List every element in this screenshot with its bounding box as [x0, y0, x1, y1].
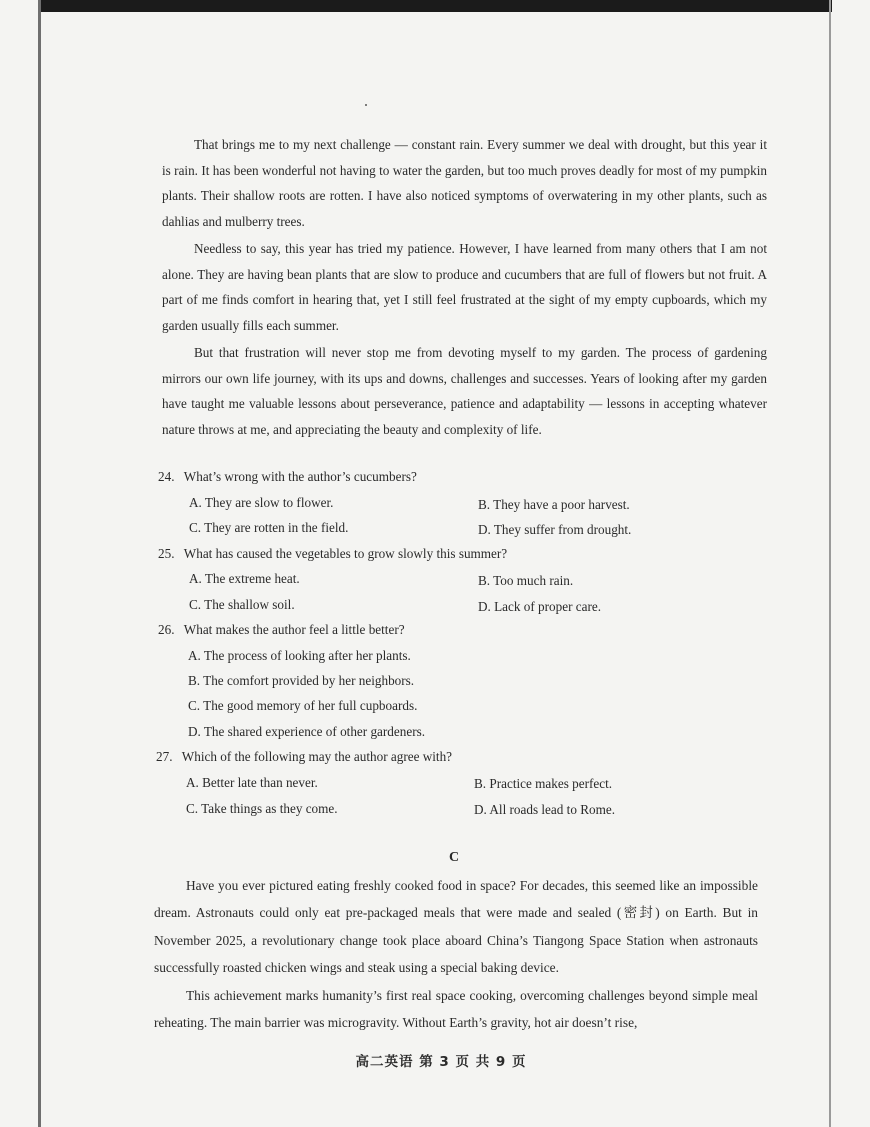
option-26d: D. The shared experience of other gardeners. — [188, 724, 426, 739]
passage-b-paragraph-1: That brings me to my next challenge — constant rain. Every summer we deal with drought, but this year it is rain. It has been wonderful not having to water the garden, but too much proves deadly for most of my pumpkin plants. Their shallow roots are rotten. I have also noticed symptoms of overwatering in my other plants, such as dahlias and mulberry trees. — [162, 137, 767, 230]
question-number: 24. — [158, 469, 175, 484]
option-24d: D. They suffer from drought. — [478, 522, 632, 537]
scan-top-edge — [38, 0, 832, 12]
passage-c-paragraph-1: Have you ever pictured eating freshly cooked food in space? For decades, this seemed like an impossible dream. Astronauts could only eat pre-packaged meals that were made and sealed (密封) on Earth. But in November 2025, a revolutionary change took place aboard China’s Tiangong Space Station when astronauts successfully roasted chicken wings and steak using a special baking device. — [154, 878, 758, 976]
page-footer: 高二英语 第 3 页 共 9 页 — [355, 1054, 527, 1070]
question-25 — [158, 546, 507, 562]
option-27b: B. Practice makes perfect. — [474, 776, 613, 791]
option-26c: C. The good memory of her full cupboards. — [188, 698, 418, 713]
question-number: 27. — [156, 749, 173, 764]
scan-speck — [365, 104, 367, 106]
option-26a: A. The process of looking after her plants. — [188, 648, 411, 663]
option-25a: A. The extreme heat. — [189, 571, 300, 586]
passage-b-paragraph-2: Needless to say, this year has tried my patience. However, I have learned from many others that I am not alone. They are having bean plants that are slow to produce and cucumbers that are full of flowers but not fruit. A part of me finds comfort in hearing that, yet I still feel frustrated at the sight of my empty cupboards, which my garden usually fills each summer. — [162, 241, 767, 334]
question-text: What makes the author feel a little better? — [183, 622, 405, 637]
question-number: 26. — [158, 622, 175, 637]
question-27 — [156, 749, 452, 765]
section-heading-c: C — [449, 850, 460, 865]
option-26b: B. The comfort provided by her neighbors. — [188, 673, 415, 688]
option-27d: D. All roads lead to Rome. — [474, 802, 616, 817]
question-text: Which of the following may the author agree with? — [181, 749, 453, 764]
option-25d: D. Lack of proper care. — [478, 599, 602, 614]
option-27a: A. Better late than never. — [186, 775, 318, 790]
option-24b: B. They have a poor harvest. — [478, 497, 630, 512]
question-text: What’s wrong with the author’s cucumbers? — [183, 469, 417, 484]
option-25b: B. Too much rain. — [478, 573, 574, 588]
question-26 — [158, 622, 405, 638]
exam-page — [41, 12, 829, 1127]
option-24c: C. They are rotten in the field. — [189, 520, 349, 535]
option-24a: A. They are slow to flower. — [189, 495, 334, 510]
passage-b-paragraph-3: But that frustration will never stop me from devoting myself to my garden. The process of gardening mirrors our own life journey, with its ups and downs, challenges and successes. Years of looking after my garden have taught me valuable lessons about perseverance, patience and adaptability — lessons in accepting whatever nature throws at me, and appreciating the beauty and complexity of life. — [162, 345, 767, 438]
option-27c: C. Take things as they come. — [186, 801, 338, 816]
option-25c: C. The shallow soil. — [189, 597, 295, 612]
scan-right-edge — [829, 0, 831, 1127]
question-number: 25. — [158, 546, 175, 561]
passage-c-paragraph-2: This achievement marks humanity’s first real space cooking, overcoming challenges beyond simple meal reheating. The main barrier was microgravity. Without Earth’s gravity, hot air doesn’t rise, — [154, 988, 758, 1031]
question-24 — [158, 469, 417, 485]
question-text: What has caused the vegetables to grow slowly this summer? — [183, 546, 508, 561]
